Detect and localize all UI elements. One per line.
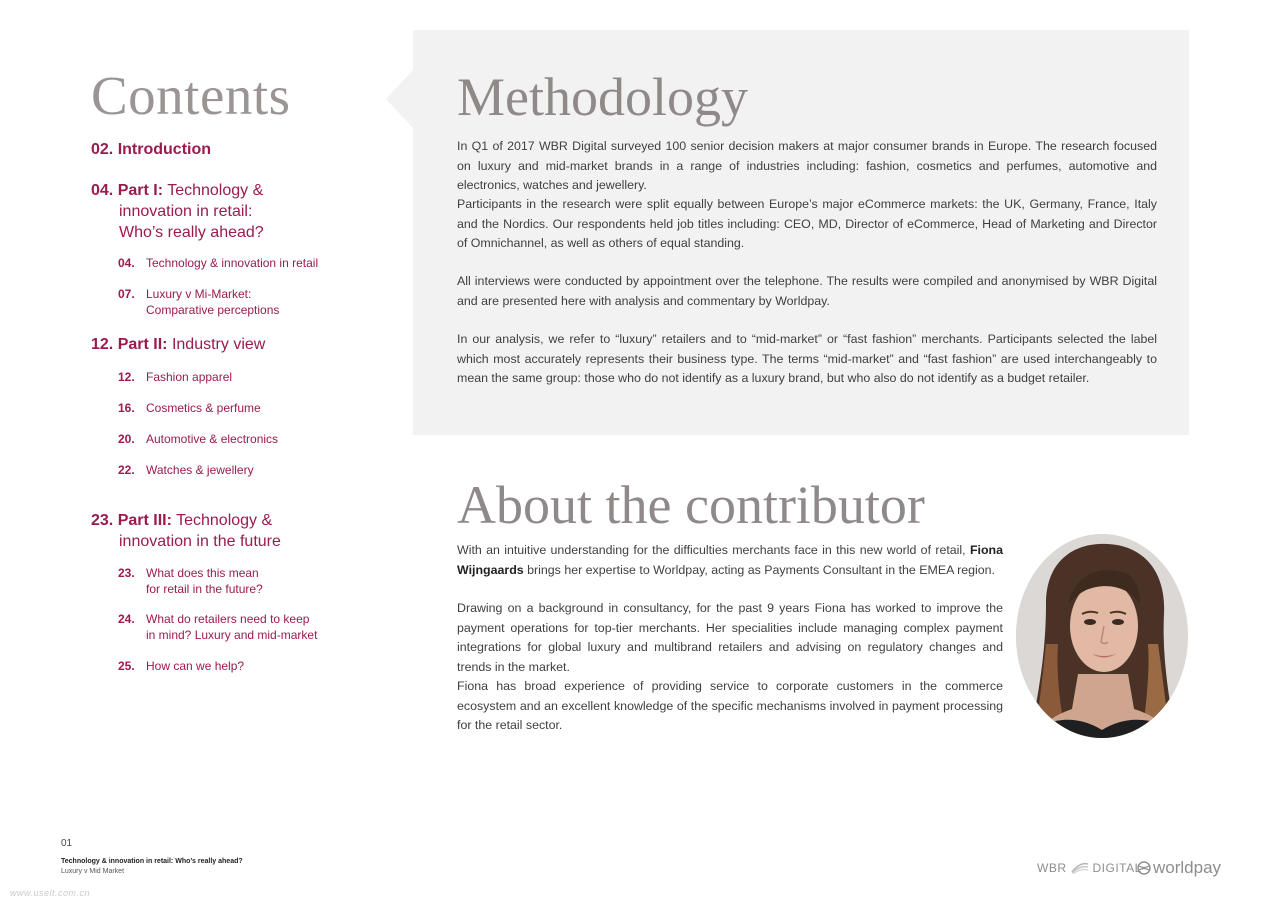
toc-subitem[interactable] [118,565,263,597]
toc-page-number: 04. [91,182,114,199]
toc-part-prefix: Part II: [117,336,168,353]
toc-item-part-3[interactable] [91,510,281,552]
methodology-paragraph: All interviews were conducted by appointment over the telephone. The results were compiled and anonymised by WBR Digital and are presented here with analysis and commentary by Worldpay. [457,274,1157,308]
toc-subitem[interactable] [118,255,318,271]
toc-part-prefix: Part III: [117,512,172,529]
footer-document-title: Technology & innovation in retail: Who’s really ahead? [61,858,243,865]
methodology-paragraph: In Q1 of 2017 WBR Digital surveyed 100 senior decision makers at major consumer brands in Europe. The research focused on luxury and mid-market brands in a range of industries including: fashion, cosmetics and perfumes, automotive and electronics, watches and jewellery. [457,139,1157,192]
portrait-illustration [1016,534,1188,738]
footer-document-subtitle: Luxury v Mid Market [61,868,125,875]
wbr-logo-text: WBR [1037,861,1067,875]
toc-page-number: 07. [118,287,135,301]
toc-part-prefix: Part I: [117,182,164,199]
toc-subitem[interactable] [118,658,244,674]
toc-page-number: 20. [118,432,135,446]
toc-subitem[interactable] [118,400,261,416]
contributor-portrait [1016,534,1188,738]
toc-label-line: innovation in the future [119,533,281,550]
toc-page-number: 12. [118,370,135,384]
toc-page-number: 04. [118,256,135,270]
toc-label: Watches & jewellery [146,463,254,477]
toc-page-number: 24. [118,612,135,626]
toc-label-line: for retail in the future? [146,582,263,596]
contributor-paragraph [457,541,1003,580]
toc-label-line: in mind? Luxury and mid-market [146,628,318,642]
toc-item-part-1[interactable] [91,180,264,243]
toc-label-line: What does this mean [146,566,259,580]
toc-label-line: Technology & [167,182,264,199]
toc-page-number: 25. [118,659,135,673]
worldpay-logo-text: worldpay [1153,858,1222,877]
toc-subitem[interactable] [118,431,278,447]
toc-label-line: Luxury v Mi-Market: [146,287,252,301]
toc-page-number: 23. [118,566,135,580]
contributor-name: Fiona Wijngaards [457,543,1003,577]
worldpay-logo [1137,858,1221,878]
toc-page-number: 23. [91,512,114,529]
about-contributor-title: About the contributor [457,475,925,535]
contributor-intro-text: With an intuitive understanding for the difficulties merchants face in this new world of retail, [457,543,970,557]
toc-label-line: innovation in retail: [119,203,253,220]
toc-label: How can we help? [146,659,245,673]
page-number: 01 [61,838,73,849]
worldpay-globe-icon [1137,861,1151,875]
wbr-logo-mark-icon [1071,862,1089,874]
toc-label: Technology & innovation in retail [146,256,319,270]
toc-label-line: Technology & [176,512,273,529]
toc-label: Industry view [171,336,266,353]
contributor-paragraph: Fiona has broad experience of providing service to corporate customers in the commerce ecosystem and an excellent knowledge of the specific mechanisms involved in payment processing for the retail sector. [457,679,1003,732]
methodology-pointer-notch [386,70,413,128]
toc-label: Automotive & electronics [146,432,279,446]
toc-page-number: 16. [118,401,135,415]
contents-title: Contents [91,65,291,126]
toc-page-number: 02. [91,141,114,158]
toc-label-line: What do retailers need to keep [146,612,310,626]
contributor-paragraph: Drawing on a background in consultancy, for the past 9 years Fiona has worked to improve the payment operations for top-tier merchants. Her specialities include managing complex payment integrations for global luxury and multibrand retailers and advising on regulatory changes and trends in the market. [457,601,1003,674]
toc-item-introduction[interactable] [91,139,211,160]
methodology-paragraph: In our analysis, we refer to “luxury” retailers and to “mid-market” or “fast fashion” merchants. Participants selected the label which most accurately represents their business type. The terms “mid-market” and “fast fashion” are used interchangeably to mean the same group: those who do not identify as a luxury brand, but who also do not identify as a budget retailer. [457,332,1157,385]
toc-label-line: Comparative perceptions [146,303,280,317]
methodology-paragraph: Participants in the research were split equally between Europe’s major eCommerce markets: the UK, Germany, France, Italy and the Nordics. Our respondents held job titles including: CEO, MD, Director of eCommerce, Head of Marketing and Director of Omnichannel, as well as others of equal standing. [457,197,1157,250]
watermark: www.uselt.com.cn [10,888,91,898]
toc-page-number: 12. [91,336,114,353]
contributor-role-text: brings her expertise to Worldpay, acting as Payments Consultant in the EMEA region. [523,562,996,577]
toc-page-number: 22. [118,463,135,477]
toc-subitem[interactable] [118,286,279,318]
toc-subitem[interactable] [118,369,232,385]
toc-item-part-2[interactable] [91,334,265,355]
toc-subitem[interactable] [118,462,254,478]
toc-label: Introduction [117,141,212,158]
toc-label: Fashion apparel [146,370,233,384]
wbr-digital-logo [1037,861,1142,875]
digital-logo-text: DIGITAL [1092,861,1142,875]
methodology-title: Methodology [457,67,748,127]
toc-subitem[interactable] [118,611,317,643]
toc-label: Cosmetics & perfume [146,401,261,415]
toc-label-line: Who’s really ahead? [119,224,264,241]
